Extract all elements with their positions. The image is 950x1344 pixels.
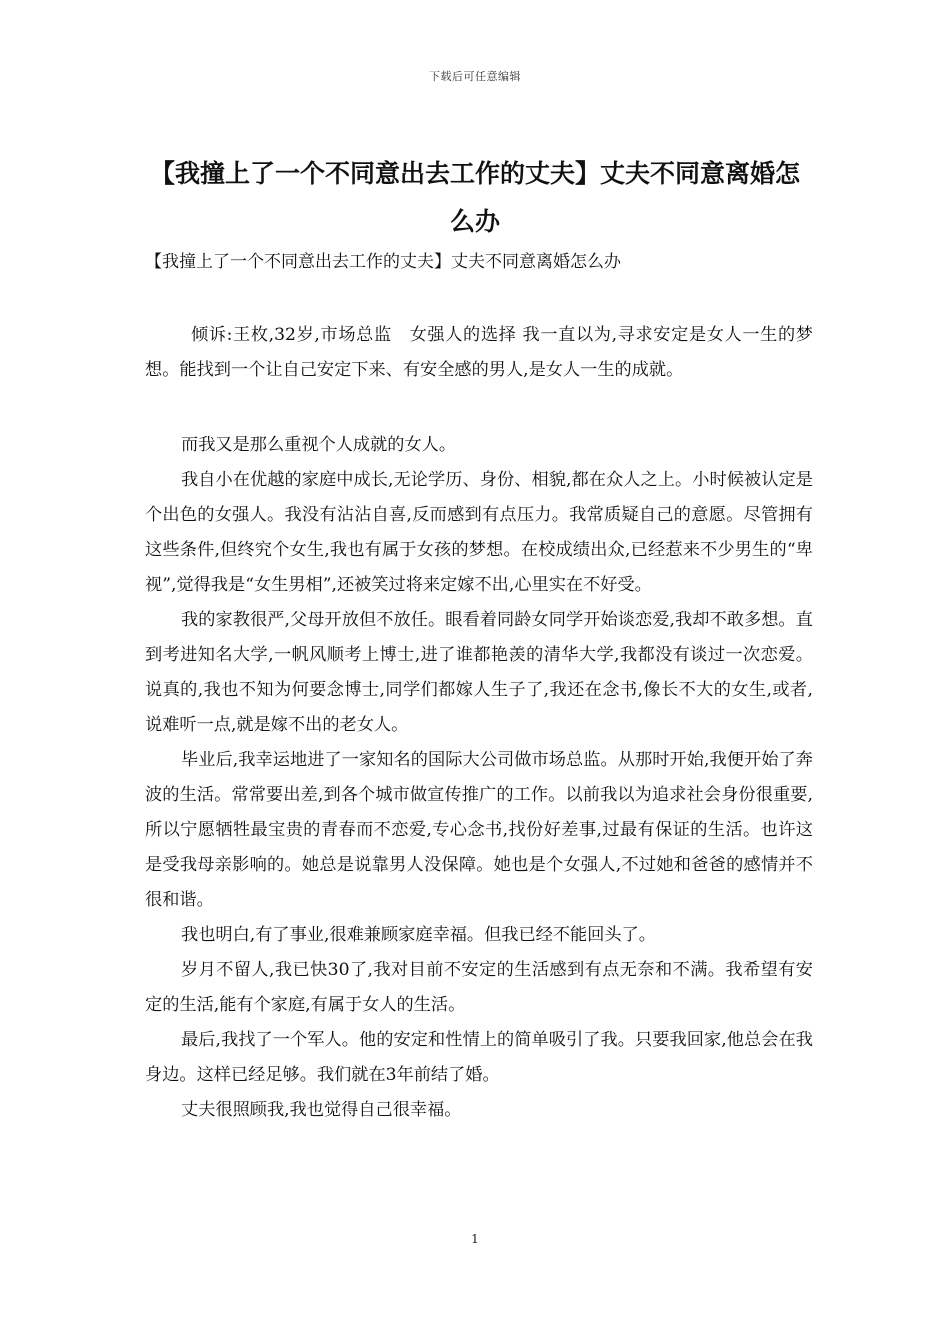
paragraph: 丈夫很照顾我,我也觉得自己很幸福。 [181, 1100, 462, 1120]
document-title: 【我撞上了一个不同意出去工作的丈夫】丈夫不同意离婚怎么办 [149, 159, 800, 236]
paragraph: 我的家教很严,父母开放但不放任。眼看着同龄女同学开始谈恋爱,我却不敢多想。直到考进知名大学,一帆风顺考上博士,进了谁都艳羡的清华大学,我都没有谈过一次恋爱。说真的,我也不知为何要念博士,同学们都嫁人生子了,我还在念书,像长不大的女生,或者,说难听一点,就是嫁不出的老女人。 [145, 610, 813, 735]
paragraph: 最后,我找了一个军人。他的安定和性情上的简单吸引了我。只要我回家,他总会在我身边。这样已经足够。我们就在3年前结了婚。 [145, 1030, 813, 1085]
page-number: 1 [471, 1232, 479, 1246]
paragraph-intro: 倾诉:王枚,32岁,市场总监 女强人的选择 我一直以为,寻求安定是女人一生的梦想。能找到一个让自己安定下来、有安全感的男人,是女人一生的成就。 [145, 325, 813, 380]
paragraph: 我自小在优越的家庭中成长,无论学历、身份、相貌,都在众人之上。小时候被认定是个出色的女强人。我没有沾沾自喜,反而感到有点压力。我常质疑自己的意愿。尽管拥有这些条件,但终究个女生,我也有属于女孩的梦想。在校成绩出众,已经惹来不少男生的“卑视”,觉得我是“女生男相”,还被笑过将来定嫁不出,心里实在不好受。 [145, 470, 813, 595]
paragraph: 而我又是那么重视个人成就的女人。 [181, 435, 457, 455]
paragraph: 岁月不留人,我已快30了,我对目前不安定的生活感到有点无奈和不满。我希望有安定的生活,能有个家庭,有属于女人的生活。 [145, 960, 813, 1015]
header-note: 下载后可任意编辑 [429, 70, 521, 83]
document-body [145, 318, 813, 1128]
paragraph: 毕业后,我幸运地进了一家知名的国际大公司做市场总监。从那时开始,我便开始了奔波的生活。常常要出差,到各个城市做宣传推广的工作。以前我以为追求社会身份很重要,所以宁愿牺牲最宝贵的青春而不恋爱,专心念书,找份好差事,过最有保证的生活。也许这是受我母亲影响的。她总是说靠男人没保障。她也是个女强人,不过她和爸爸的感情并不很和谐。 [145, 750, 813, 910]
paragraph: 我也明白,有了事业,很难兼顾家庭幸福。但我已经不能回头了。 [181, 925, 656, 945]
paragraph-gap [145, 388, 813, 428]
document-subtitle: 【我撞上了一个不同意出去工作的丈夫】丈夫不同意离婚怎么办 [145, 252, 621, 272]
